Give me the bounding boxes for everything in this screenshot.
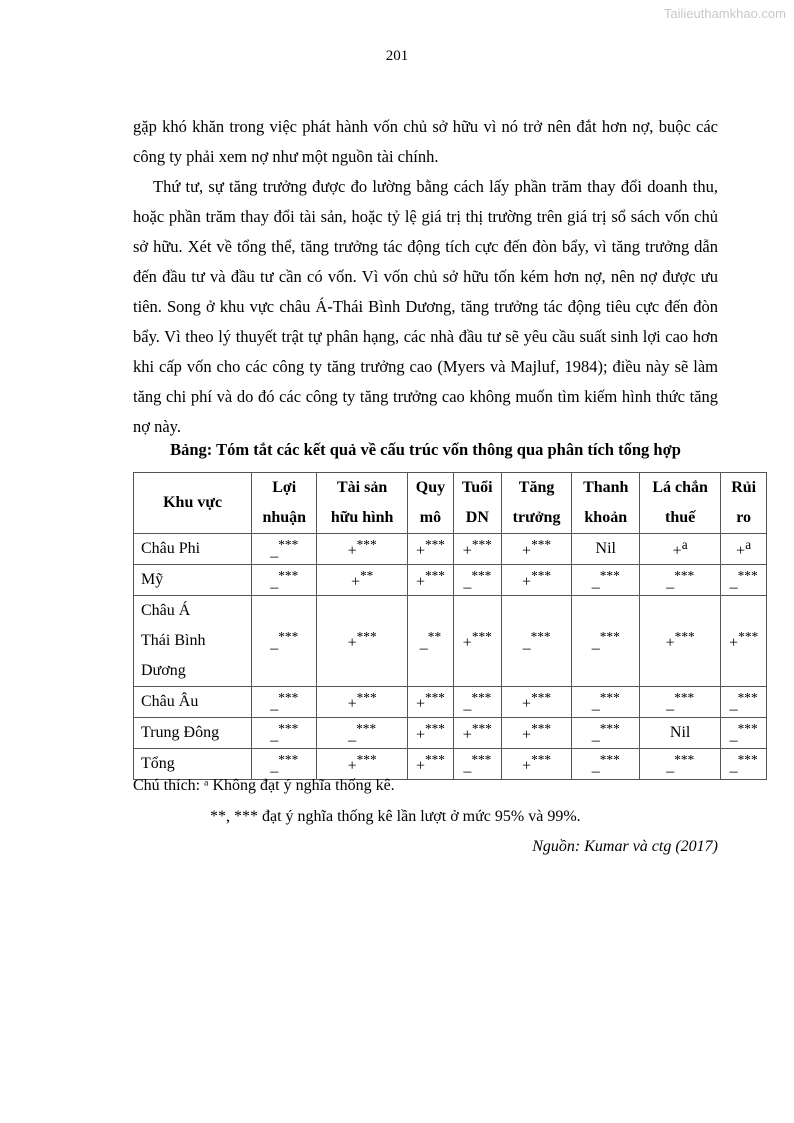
significance-marker: *** xyxy=(737,721,758,737)
effect-sign: Nil xyxy=(669,724,691,741)
result-cell xyxy=(640,534,721,565)
effect-sign: _ xyxy=(270,634,279,652)
result-cell xyxy=(640,596,721,687)
effect-sign: + xyxy=(462,542,472,560)
result-cell xyxy=(721,565,767,596)
region-label: Châu Âu xyxy=(141,693,199,710)
table-body xyxy=(134,534,767,780)
region-label: Thái Bình xyxy=(141,632,206,649)
column-header-text: DN xyxy=(465,509,489,526)
region-label: Mỹ xyxy=(141,571,164,588)
significance-marker: *** xyxy=(278,690,299,706)
result-cell xyxy=(453,534,501,565)
column-header xyxy=(501,473,572,534)
result-cell xyxy=(501,565,572,596)
column-header xyxy=(407,473,453,534)
column-header xyxy=(317,473,408,534)
region-cell xyxy=(134,565,252,596)
paragraph-2: Thứ tư, sự tăng trưởng được đo lường bằng cách lấy phần trăm thay đổi doanh thu, hoặc phần trăm thay đổi tài sản, hoặc tỷ lệ giá trị thị trường trên giá trị sổ sách vốn chủ sở hữu. Xét về tổng thể, tăng trưởng tác động tích cực đến đòn bẩy, vì tăng trưởng dẫn đến đầu tư và đầu tư cần có vốn. Vì vốn chủ sở hữu tốn kém hơn nợ, nên nợ được ưu tiên. Song ở khu vực châu Á-Thái Bình Dương, tăng trưởng tác động tiêu cực đến đòn bẩy. Vì theo lý thuyết trật tự phân hạng, các nhà đầu tư sẽ yêu cầu suất sinh lợi cao hơn khi cấp vốn cho các công ty tăng trưởng cao (Myers và Majluf, 1984); điều này sẽ làm tăng chi phí và do đó các công ty tăng trưởng cao không muốn tìm kiếm hình thức tăng nợ này. xyxy=(133,177,718,436)
region-label: Tổng xyxy=(141,755,175,772)
effect-sign: _ xyxy=(666,757,675,775)
table-row xyxy=(134,749,767,780)
result-cell xyxy=(501,749,572,780)
result-cell xyxy=(501,534,572,565)
significance-marker: *** xyxy=(531,721,552,737)
significance-marker: ** xyxy=(359,568,374,584)
significance-marker: *** xyxy=(424,690,445,706)
significance-marker: *** xyxy=(531,690,552,706)
body-text xyxy=(133,112,718,442)
region-cell xyxy=(134,534,252,565)
effect-sign: _ xyxy=(591,634,600,652)
significance-marker: *** xyxy=(738,629,759,645)
column-header xyxy=(572,473,640,534)
region-label: Trung Đông xyxy=(141,724,220,741)
significance-marker: *** xyxy=(424,537,445,553)
result-cell xyxy=(453,565,501,596)
note-significance: Chú thích: ᵃ Không đạt ý nghĩa thống kê. xyxy=(133,777,395,794)
effect-sign: + xyxy=(347,757,357,775)
result-cell xyxy=(640,565,721,596)
region-label: Châu Á xyxy=(141,602,191,619)
significance-marker: *** xyxy=(356,690,377,706)
column-header-text: nhuận xyxy=(262,509,307,526)
significance-marker: *** xyxy=(424,752,445,768)
effect-sign: + xyxy=(350,573,360,591)
result-cell xyxy=(501,687,572,718)
region-cell xyxy=(134,749,252,780)
region-cell xyxy=(134,718,252,749)
result-cell xyxy=(317,749,408,780)
table-row xyxy=(134,596,767,687)
effect-sign: + xyxy=(736,542,746,560)
result-cell xyxy=(407,565,453,596)
source-citation: Nguồn: Kumar và ctg (2017) xyxy=(532,838,718,855)
table-row xyxy=(134,718,767,749)
table-row xyxy=(134,565,767,596)
column-header-text: thuế xyxy=(665,509,696,526)
column-header-text: Tăng xyxy=(518,479,555,496)
effect-sign: _ xyxy=(419,634,428,652)
result-cell xyxy=(407,687,453,718)
significance-marker: *** xyxy=(599,629,620,645)
significance-marker: *** xyxy=(278,721,299,737)
result-cell xyxy=(572,718,640,749)
effect-sign: + xyxy=(522,542,532,560)
significance-marker: *** xyxy=(471,537,492,553)
significance-marker: a xyxy=(681,537,688,553)
note-levels: **, *** đạt ý nghĩa thống kê lần lượt ở mức 95% và 99%. xyxy=(210,808,581,825)
summary-table xyxy=(133,472,767,780)
effect-sign: _ xyxy=(270,726,279,744)
effect-sign: _ xyxy=(729,757,738,775)
result-cell xyxy=(453,749,501,780)
effect-sign: + xyxy=(347,542,357,560)
column-header-text: Thanh xyxy=(583,479,629,496)
effect-sign: + xyxy=(522,757,532,775)
result-cell xyxy=(453,718,501,749)
result-cell xyxy=(252,687,317,718)
effect-sign: + xyxy=(347,634,357,652)
effect-sign: _ xyxy=(270,695,279,713)
column-header-text: Tài sản xyxy=(337,479,388,496)
significance-marker: ** xyxy=(427,629,442,645)
effect-sign: + xyxy=(672,542,682,560)
column-header xyxy=(721,473,767,534)
result-cell xyxy=(721,534,767,565)
significance-marker: *** xyxy=(356,752,377,768)
result-cell xyxy=(501,718,572,749)
result-cell xyxy=(317,534,408,565)
column-header-text: mô xyxy=(419,509,442,526)
column-header-text: trưởng xyxy=(512,509,561,526)
table-row xyxy=(134,687,767,718)
region-cell xyxy=(134,596,252,687)
result-cell xyxy=(721,687,767,718)
result-cell xyxy=(407,596,453,687)
effect-sign: _ xyxy=(522,634,531,652)
result-cell xyxy=(721,596,767,687)
column-header-text: Khu vực xyxy=(163,494,223,511)
effect-sign: _ xyxy=(348,726,357,744)
significance-marker: *** xyxy=(737,568,758,584)
significance-marker: *** xyxy=(471,568,492,584)
significance-marker: *** xyxy=(530,629,551,645)
column-header-text: khoản xyxy=(584,509,628,526)
result-cell xyxy=(640,749,721,780)
column-header-text: Lợi xyxy=(272,479,297,496)
effect-sign: _ xyxy=(666,695,675,713)
result-cell xyxy=(640,687,721,718)
effect-sign: + xyxy=(522,726,532,744)
result-cell xyxy=(572,534,640,565)
column-header-text: Tuổi xyxy=(462,479,493,496)
paragraph-1: gặp khó khăn trong việc phát hành vốn chủ sở hữu vì nó trở nên đắt hơn nợ, buộc các công ty phải xem nợ như một nguồn tài chính. xyxy=(133,117,718,166)
effect-sign: _ xyxy=(591,726,600,744)
column-header-text: Rủi xyxy=(731,479,757,496)
result-cell xyxy=(721,718,767,749)
significance-marker: *** xyxy=(278,537,299,553)
significance-marker: *** xyxy=(471,721,492,737)
significance-marker: *** xyxy=(278,752,299,768)
effect-sign: _ xyxy=(270,542,279,560)
effect-sign: Nil xyxy=(595,540,616,557)
column-header-text: Lá chắn xyxy=(652,479,708,496)
significance-marker: *** xyxy=(278,568,299,584)
effect-sign: _ xyxy=(666,573,675,591)
effect-sign: _ xyxy=(591,695,600,713)
effect-sign: _ xyxy=(729,573,738,591)
effect-sign: _ xyxy=(591,757,600,775)
result-cell xyxy=(721,749,767,780)
result-cell xyxy=(501,596,572,687)
result-cell xyxy=(252,534,317,565)
effect-sign: _ xyxy=(591,573,600,591)
significance-marker: *** xyxy=(531,568,552,584)
effect-sign: + xyxy=(522,695,532,713)
significance-marker: *** xyxy=(471,752,492,768)
effect-sign: + xyxy=(462,634,472,652)
significance-marker: *** xyxy=(674,690,695,706)
significance-marker: *** xyxy=(471,629,492,645)
significance-marker: *** xyxy=(356,537,377,553)
result-cell xyxy=(407,718,453,749)
significance-marker: *** xyxy=(356,721,377,737)
result-cell xyxy=(572,749,640,780)
significance-marker: *** xyxy=(531,537,552,553)
effect-sign: + xyxy=(462,726,472,744)
result-cell xyxy=(252,718,317,749)
significance-marker: a xyxy=(745,537,752,553)
significance-marker: *** xyxy=(599,568,620,584)
result-cell xyxy=(453,687,501,718)
column-header-text: ro xyxy=(736,509,752,526)
significance-marker: *** xyxy=(599,721,620,737)
column-header-text: Quy xyxy=(415,479,446,496)
result-cell xyxy=(317,718,408,749)
result-cell xyxy=(640,718,721,749)
page-number: 201 xyxy=(385,48,409,64)
watermark: Tailieuthamkhao.com xyxy=(663,6,786,21)
significance-marker: *** xyxy=(737,752,758,768)
significance-marker: *** xyxy=(471,690,492,706)
region-cell xyxy=(134,687,252,718)
effect-sign: + xyxy=(347,695,357,713)
column-header xyxy=(134,473,252,534)
column-header xyxy=(640,473,721,534)
table-row xyxy=(134,534,767,565)
effect-sign: _ xyxy=(729,726,738,744)
significance-marker: *** xyxy=(424,721,445,737)
result-cell xyxy=(252,565,317,596)
significance-marker: *** xyxy=(674,629,695,645)
significance-marker: *** xyxy=(531,752,552,768)
effect-sign: + xyxy=(665,634,675,652)
result-cell xyxy=(252,596,317,687)
result-cell xyxy=(572,596,640,687)
effect-sign: _ xyxy=(463,757,472,775)
effect-sign: _ xyxy=(463,695,472,713)
column-header xyxy=(252,473,317,534)
effect-sign: + xyxy=(415,542,425,560)
result-cell xyxy=(317,687,408,718)
result-cell xyxy=(252,749,317,780)
result-cell xyxy=(407,749,453,780)
effect-sign: + xyxy=(415,726,425,744)
effect-sign: + xyxy=(522,573,532,591)
effect-sign: + xyxy=(729,634,739,652)
significance-marker: *** xyxy=(674,752,695,768)
effect-sign: _ xyxy=(463,573,472,591)
effect-sign: _ xyxy=(729,695,738,713)
result-cell xyxy=(572,687,640,718)
table-title: Bảng: Tóm tắt các kết quả về cấu trúc vốn thông qua phân tích tổng hợp xyxy=(170,440,681,459)
effect-sign: + xyxy=(415,757,425,775)
result-cell xyxy=(407,534,453,565)
significance-marker: *** xyxy=(278,629,299,645)
effect-sign: _ xyxy=(270,573,279,591)
significance-marker: *** xyxy=(356,629,377,645)
result-cell xyxy=(453,596,501,687)
significance-marker: *** xyxy=(599,690,620,706)
effect-sign: + xyxy=(415,695,425,713)
result-cell xyxy=(572,565,640,596)
table-header-row xyxy=(134,473,767,534)
result-cell xyxy=(317,565,408,596)
result-cell xyxy=(317,596,408,687)
significance-marker: *** xyxy=(674,568,695,584)
region-label: Dương xyxy=(141,662,186,679)
column-header xyxy=(453,473,501,534)
significance-marker: *** xyxy=(737,690,758,706)
effect-sign: + xyxy=(415,573,425,591)
column-header-text: hữu hình xyxy=(330,509,394,526)
significance-marker: *** xyxy=(599,752,620,768)
region-label: Châu Phi xyxy=(141,540,201,557)
significance-marker: *** xyxy=(424,568,445,584)
effect-sign: _ xyxy=(270,757,279,775)
